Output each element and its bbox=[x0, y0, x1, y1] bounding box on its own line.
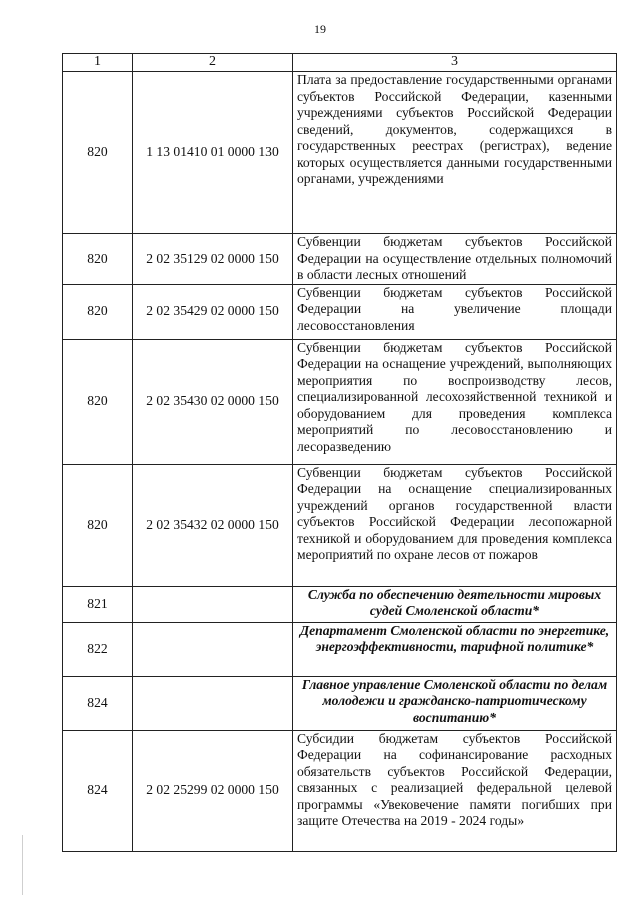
budget-code-cell: 2 02 35430 02 0000 150 bbox=[133, 339, 293, 464]
column-header-1: 1 bbox=[63, 54, 133, 72]
table-row bbox=[63, 234, 617, 285]
table-row bbox=[63, 284, 617, 339]
department-name-cell: Служба по обеспечению деятельности мировых судей Смоленской области* bbox=[293, 586, 617, 622]
budget-code-cell: 2 02 35129 02 0000 150 bbox=[133, 234, 293, 285]
admin-code-cell: 820 bbox=[63, 284, 133, 339]
revenue-name-cell: Субвенции бюджетам субъектов Российской Федерации на увеличение площади лесовосстановления bbox=[293, 284, 617, 339]
budget-code-cell: 2 02 25299 02 0000 150 bbox=[133, 730, 293, 851]
table-row bbox=[63, 72, 617, 234]
admin-code-cell: 824 bbox=[63, 730, 133, 851]
admin-code-cell: 820 bbox=[63, 234, 133, 285]
admin-code-cell: 822 bbox=[63, 622, 133, 676]
budget-code-cell bbox=[133, 622, 293, 676]
table-row bbox=[63, 339, 617, 464]
budget-code-cell: 1 13 01410 01 0000 130 bbox=[133, 72, 293, 234]
budget-code-cell: 2 02 35429 02 0000 150 bbox=[133, 284, 293, 339]
table-row bbox=[63, 464, 617, 586]
admin-code-cell: 824 bbox=[63, 676, 133, 730]
admin-code-cell: 821 bbox=[63, 586, 133, 622]
department-name-cell: Главное управление Смоленской области по делам молодежи и гражданско-патриотическому воспитанию* bbox=[293, 676, 617, 730]
table-header-row bbox=[63, 54, 617, 72]
scan-edge-line bbox=[22, 835, 23, 895]
revenue-codes-table bbox=[62, 53, 617, 852]
table-row bbox=[63, 730, 617, 851]
budget-code-cell bbox=[133, 676, 293, 730]
revenue-name-cell: Плата за предоставление государственными органами субъектов Российской Федерации, казенными учреждениями субъектов Российской Федерации сведений, документов, содержащихся в государственных реестрах (регистрах), ведение которых осуществляется данными государственными органами, учреждениями bbox=[293, 72, 617, 234]
table-row bbox=[63, 676, 617, 730]
revenue-name-cell: Субвенции бюджетам субъектов Российской Федерации на оснащение специализированных учреждений органов государственной власти субъектов Российской Федерации лесопожарной техникой и оборудованием для проведения комплекса мероприятий по охране лесов от пожаров bbox=[293, 464, 617, 586]
page-number: 19 bbox=[314, 22, 326, 36]
revenue-name-cell: Субвенции бюджетам субъектов Российской Федерации на осуществление отдельных полномочий в области лесных отношений bbox=[293, 234, 617, 285]
table-row bbox=[63, 622, 617, 676]
admin-code-cell: 820 bbox=[63, 72, 133, 234]
budget-code-cell bbox=[133, 586, 293, 622]
revenue-name-cell: Субсидии бюджетам субъектов Российской Федерации на софинансирование расходных обязательств субъектов Российской Федерации, связанных с реализацией федеральной целевой программы «Увековечение памяти погибших при защите Отечества на 2019 - 2024 годы» bbox=[293, 730, 617, 851]
column-header-3: 3 bbox=[293, 54, 617, 72]
budget-code-cell: 2 02 35432 02 0000 150 bbox=[133, 464, 293, 586]
table-row bbox=[63, 586, 617, 622]
column-header-2: 2 bbox=[133, 54, 293, 72]
admin-code-cell: 820 bbox=[63, 339, 133, 464]
revenue-name-cell: Субвенции бюджетам субъектов Российской Федерации на оснащение учреждений, выполняющих мероприятия по воспроизводству лесов, специализированной лесохозяйственной техникой и оборудованием для проведения комплекса мероприятий по лесовосстановлению и лесоразведению bbox=[293, 339, 617, 464]
department-name-cell: Департамент Смоленской области по энергетике, энергоэффективности, тарифной политике* bbox=[293, 622, 617, 676]
admin-code-cell: 820 bbox=[63, 464, 133, 586]
